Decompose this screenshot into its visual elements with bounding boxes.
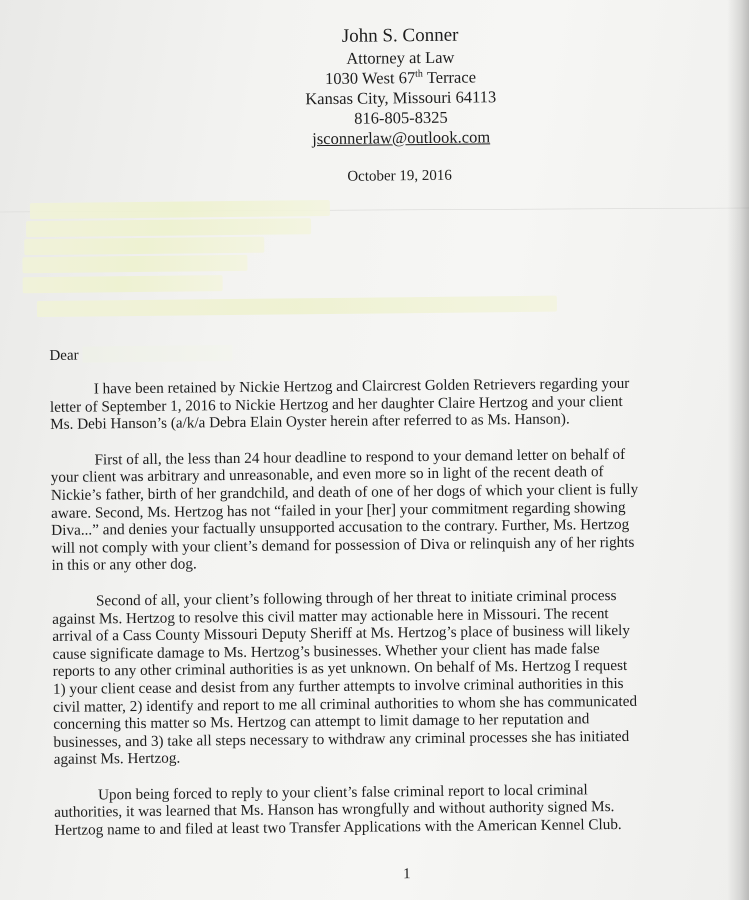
- salutation-text: Dear: [49, 347, 79, 364]
- redacted-recipient-address: [44, 182, 705, 319]
- paragraph-4: Upon being forced to reply to your client’s false criminal report to local criminal authorities, it was learned that Ms. Hanson has wrongfully and without authority signed Ms. Hertzog name to and filed at least two Transfer Applications with the American Kennel Club.: [54, 781, 622, 839]
- email-address: jsconnerlaw@outlook.com: [312, 127, 491, 149]
- redaction-bar: [22, 255, 247, 273]
- paper-edge-shadow: [727, 0, 749, 900]
- page-number: 1: [403, 865, 411, 882]
- paragraph-1: I have been retained by Nickie Hertzog and Claircrest Golden Retrievers regarding your letter of September 1, 2016 to Nickie Hertzog and her daughter Claire Hertzog and your client Ms. Debi Hanson’s (a/k/a Debra Elain Oyster herein after referred to as Ms. Hanson).: [49, 374, 630, 434]
- redacted-recipient-name: [82, 345, 232, 363]
- paragraph-3: Second of all, your client’s following through of her threat to initiate criminal process against Ms. Hertzog to resolve this civil matter may actionable here in Missouri. The recent arrival of a Cass County Missouri Deputy Sheriff at Ms. Hertzog’s place of business will likely cause significate damage to Ms. Hertzog’s businesses. Whether your client has made false reports to any other criminal authorities is as yet unknown. On behalf of Ms. Hertzog I request 1) your client cease and desist from any further attempts to involve criminal authorities in this civil matter, 2) identify and report to me all criminal authorities to whom she has communicated concerning this matter so Ms. Hertzog can attempt to limit damage to her reputation and businesses, and 3) take all steps necessary to withdraw any criminal processes she has initiated against Ms. Hertzog.: [52, 586, 638, 769]
- redaction-bar: [24, 237, 264, 256]
- letterhead: [70, 21, 731, 152]
- attorney-name: John S. Conner: [341, 24, 459, 47]
- address-street-suffix: Terrace: [422, 67, 477, 88]
- phone-number: 816-805-8325: [354, 107, 448, 128]
- redaction-bar: [23, 275, 223, 293]
- redaction-bar: [30, 200, 330, 219]
- letter-date: October 19, 2016: [347, 167, 452, 185]
- salutation: [49, 340, 709, 365]
- redaction-bar: [26, 218, 311, 237]
- redaction-bar: [37, 296, 557, 317]
- letter-content: [42, 21, 711, 887]
- address-street: 1030 West 67: [325, 68, 416, 89]
- paragraph-2: First of all, the less than 24 hour deadline to respond to your demand letter on behalf of your client was arbitrary and unreasonable, and even more so in light of the recent death of Nickie’s father, birth of her grandchild, and death of one of her dogs of which your client is fully aware. Second, Ms. Hertzog has not “failed in your [her] your commitment regarding showing Diva...” and denies your factually unsupported accusation to the contrary. Further, Ms. Hertzog will not comply with your client’s demand for possession of Diva or relinquish any of her rights in this or any other dog.: [50, 445, 639, 575]
- address-line-2: Kansas City, Missouri 64113: [305, 87, 497, 109]
- attorney-title: Attorney at Law: [346, 47, 455, 68]
- address-ordinal: th: [415, 68, 423, 80]
